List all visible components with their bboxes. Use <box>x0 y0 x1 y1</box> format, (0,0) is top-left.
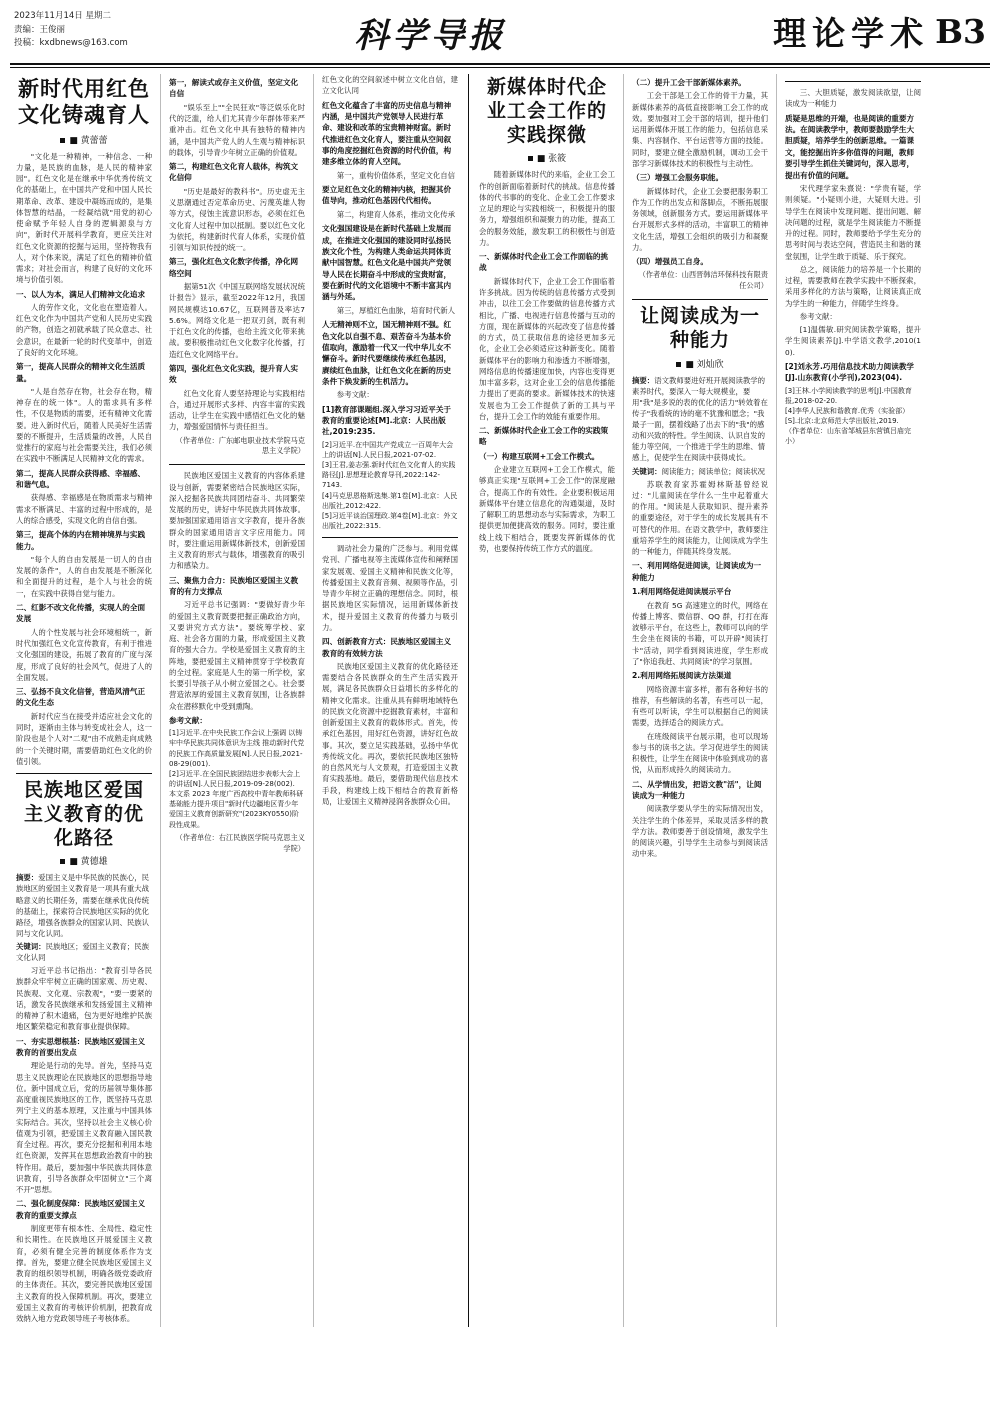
subheading: 第一，解读式或存主义价值，坚定文化自信 <box>169 78 299 99</box>
abstract-text: 爱国主义是中华民族的民族心，民族地区的爱国主义教育是一项具有重大战略意义的长期任务，需要在继承优良传统的基础上，探索符合民族地区实际的优化路径，增强各族群众的国家认同、民族认同与文化认同。 <box>16 873 150 938</box>
paragraph: "文化是一种精神，一种信念、一种力量，是民族的血脉，是人民的精神家园"。红色文化是在继承中华优秀传统文化的基础上，在中国共产党和中国人民长期革命、改革、建设中凝练而成的，是集体智慧的结晶，一经凝结就"用党的初心使命赋予年轻人自身的逻辑源泉与方向"，新时代开展科学教育，更应关注对红色文化资源的挖掘与运用，坚持物我有人，对个体来说，满足了红色的精神价值需求；对社会而言，构建了良好的文化环境与价值引领。 <box>16 151 152 285</box>
paragraph: 获得感、幸福感是在物质需求与精神需求不断满足、丰富的过程中形成的，是人的综合感受，实现文化的自信自强。 <box>16 493 152 525</box>
subheading: 四、创新教育方式：民族地区爱国主义教育的有效转方法 <box>322 637 452 658</box>
paragraph: 民族地区爱国主义教育的内容体系建设与创新，需要紧密结合民族地区实际，深入挖掘各民族共同团结奋斗、共同繁荣发展的历史，讲好中华民族共同体故事。要加强国家通用语言文字教育，提升各族群众的国家通用语言文字应用能力。同时，要注重运用新媒体新技术，创新爱国主义教育的形式与载体，增强教育的吸引力和感染力。 <box>169 471 305 571</box>
paragraph: 企业建立互联网+工会工作模式，能够真正实现"互联网+工会工作"的深度融合，提高工作的有效性。企业要积极运用新媒体平台建立信息化的沟通渠道，及时了解职工的思想动态与实际需求，为职工提供更加便捷高效的服务。同时，要注重线上线下相结合，既要发挥新媒体的优势，也要保持传统工作方式的温度。 <box>479 465 615 553</box>
reference-item: [5]习近平谈治国理政.第4卷[M].北京：外文出版社,2022:315. <box>322 511 458 530</box>
paragraph: "历史是最好的教科书"。历史虚无主义思潮通过否定革命历史、污蔑英雄人物等方式，侵蚀主流意识形态，必须在红色文化育人过程中加以抵制。要以红色文化为依托，构建新时代育人体系，实现价值引领与知识传授的统一。 <box>169 186 305 253</box>
paragraph: 理论是行动的先导。首先，坚持马克思主义民族理论在民族地区的思想指导地位。新中国成立后，党的历届领导集体都高度重视民族地区的工作，既坚持马克思列宁主义的基本原理，又注重与中国具体实际结合。其次，坚持以社会主义核心价值观为引领，把爱国主义教育融入国民教育全过程。再次，要充分挖掘和利用本地红色资源，发挥其在思想政治教育中的独特作用。最后，要加强中华民族共同体意识教育，引导各族群众牢固树立"三个离不开"思想。 <box>16 1061 152 1195</box>
paragraph: 工会干部是工会工作的骨干力量，其新媒体素养的高低直接影响工会工作的成效。要加强对工会干部的培训，提升他们运用新媒体开展工作的能力，包括信息采集、内容制作、平台运营等方面的技能。同时，要建立健全激励机制，调动工会干部学习新媒体技术的积极性与主动性。 <box>632 91 768 168</box>
subheading: 一、夯实思想根基：民族地区爱国主义教育的首要出发点 <box>16 1036 146 1058</box>
paragraph: 制度更带有根本性、全局性、稳定性和长期性。在民族地区开展爱国主义教育，必须有健全完善的制度体系作为支撑。首先，要建立健全民族地区爱国主义教育的组织领导机制，明确各级党委政府的主体责任。其次，要完善民族地区爱国主义教育的投入保障机制。再次，要建立爱国主义教育的考核评价机制，把教育成效纳入地方党政领导班子考核体系。 <box>16 1224 152 1324</box>
page-content <box>0 68 1000 1335</box>
author-affiliation: （作者单位：山西晋韩洁环保科技有限责任公司） <box>638 270 768 291</box>
reference-item: [3]王君,姜志强.新时代红色文化育人的实践路径[J].思想理论教育导刊,2022:142-7143. <box>322 461 456 490</box>
reference-item: [3]王林.小学阅读教学的思考[J].中国教育报,2018-02-20. <box>785 386 912 405</box>
subheading: 质疑是思维的开端，也是阅读的重要方法。在阅读教学中，教师要鼓励学生大胆质疑，培养学生的创新思维。一篇课文，能挖掘出许多你值得的问题，教师要引导学生抓住关键词句，深入思考，提出有价值的问题。 <box>785 113 915 180</box>
paper-nameplate <box>354 8 506 57</box>
paragraph: 宋代理学家朱熹说："学贵有疑，学则须疑。"小疑则小进，大疑则大进。引导学生在阅读中发现问题、提出问题、解决问题的过程，就是学生阅读能力不断提升的过程。同时，教师要给予学生充分的思考时间与表达空间，营造民主和谐的课堂氛围，让学生敢于质疑、乐于探究。 <box>785 184 921 261</box>
article-1-author: ■ 黄蕾蕾 <box>69 135 108 146</box>
abstract-label: 摘要： <box>632 375 655 385</box>
column-3 <box>316 74 464 1327</box>
paragraph: 第二，构建育人体系，推动文化传承 <box>336 209 456 219</box>
paragraph: 参考文献： <box>336 390 374 400</box>
abstract <box>632 375 768 464</box>
paragraph: 民族地区爱国主义教育的优化路径还需要结合各民族群众的生产生活实践开展，满足各民族群众日益增长的多样化的精神文化需求。注重从具有鲜明地域特色的民族文化资源中挖掘教育素材，丰富和创新爱国主义教育的载体形式。首先，传承红色基因，用好红色资源，讲好红色故事。其次，要立足实践基础，弘扬中华优秀传统文化。再次，要依托民族地区独特的自然风光与人文景观，打造爱国主义教育实践基地。最后，要借助现代信息技术手段，构建线上线下相结合的教育新格局，让爱国主义精神浸润各族群众心田。 <box>322 661 458 806</box>
paragraph: 第一，重构价值体系，坚定文化自信 <box>336 170 456 180</box>
paragraph: 阅读教学要从学生的实际情况出发，关注学生的个体差异，采取灵活多样的教学方法。教师要善于创设情境，激发学生的阅读兴趣，引导学生主动参与到阅读活动中来。 <box>632 804 768 859</box>
references-heading: [2]刘永芳.巧用信息技术助力阅读教学[J].山东教育(小学刊),2023(04). <box>785 361 915 383</box>
article-4-title: 民族地区爱国主义教育的优化路径 <box>23 779 144 849</box>
subheading: 第三，提高个体的内在精神境界与实践能力。 <box>16 530 146 551</box>
abstract-label: 摘要： <box>16 873 39 883</box>
article-1-byline <box>16 133 152 146</box>
section-name: 理论学术 <box>773 14 930 53</box>
reference-item: [2]习近平.在中国共产党成立一百周年大会上的讲话[N].人民日报,2021-07-02. <box>322 440 454 460</box>
article-divider <box>16 773 152 774</box>
paragraph: 第三，厚植红色血脉，培育时代新人 <box>336 305 456 315</box>
subheading: 1.利用网络促进阅读展示平台 <box>632 587 732 597</box>
publication-date: 2023年11月14日 星期二 <box>14 11 111 21</box>
column-divider <box>623 74 624 1327</box>
paragraph: 苏联教育家苏霍姆林斯基曾经说过："儿童阅读在学什么一生中起着重大的作用。"阅读是人获取知识、提升素养的重要途径，对于学生的成长发展具有不可替代的作用。在语文教学中，教师要注重培养学生的阅读能力，让阅读成为学生的一种能力，伴随其终身发展。 <box>632 479 768 557</box>
references-heading: 参考文献： <box>169 715 207 725</box>
subheading: （三）增强工会服务职能。 <box>632 173 724 183</box>
keywords-label: 关键词： <box>16 941 46 951</box>
article-7-title: 新媒体时代企业工会工作的实践探微 <box>486 76 607 146</box>
subheading: 红色文化蕴含了丰富的历史信息与精神内涵，是中国共产党领导人民进行革命、建设和改革的宝贵精神财富。新时代推进红色文化育人，要注重从空间叙事的角度挖掘红色资源的时代价值，构建多维立体的育人空间。 <box>322 100 452 167</box>
subheading: （四）增强员工自身。 <box>632 257 708 267</box>
keywords-text: 阅读能力；阅读单位；阅读状况 <box>661 466 766 476</box>
references-heading: [1]教育部课题组.深入学习习近平关于教育的重要论述[M].北京：人民出版社,2019:235. <box>322 404 452 437</box>
reference-item: [4]李华人民族和谐教育.优秀（实验部）[S].北京:北京师范大学出版社,2019. <box>785 406 910 425</box>
column-2 <box>163 74 311 1327</box>
subheading: 二、新媒体时代企业工会工作的实践策略 <box>479 426 609 447</box>
subheading: 第三，强化红色文化数字传播，净化网络空间 <box>169 257 299 278</box>
editor-line: 责编：王俊丽 <box>14 24 66 35</box>
subheading: 二、强化制度保障：民族地区爱国主义教育的重要支撑点 <box>16 1199 146 1220</box>
paragraph: 新时代应当在接受并适应社会文化的同时，逐渐由主体与转变成社会人，这一阶段也是个人对"二观"由不成熟走向成熟的一个关键时期，需要借助红色文化的价值引领。 <box>16 711 152 766</box>
byline-marker-icon <box>60 859 65 864</box>
subheading: 一、新媒体时代企业工会工作面临的挑战 <box>479 252 609 273</box>
paragraph: 习近平总书记指出："教育引导各民族群众牢牢树立正确的国家观、历史观、民族观、文化观、宗教观"，"要一要紧的话，激发各民族继承和发扬爱国主义精神的精神了积木遗痛，包为更好地维护民族地区繁荣稳定和教育事业提供保障。 <box>16 966 152 1032</box>
byline-marker-icon <box>528 156 533 161</box>
article-divider <box>785 81 921 82</box>
reference-item: （作者单位：山东省邹城县东营镇吕庙完小） <box>785 427 911 446</box>
article-7-byline <box>479 151 615 164</box>
paragraph: 红色文化育人要坚持理论与实践相结合，通过开展形式多样、内容丰富的实践活动，让学生在实践中感悟红色文化的魅力，增强爱国情怀与责任担当。 <box>169 388 305 432</box>
submission-email: 投稿：kxdbnews@163.com <box>14 38 128 49</box>
column-divider <box>160 74 161 1327</box>
abstract-text: 语文教师要进好班开展阅读教学的素养时代，要深入一每大规模业，要用"我"是多说的表的优化的活力"转效着在传子"我看统的诗的毫不犹豫和愿念；"我最子一面，摆着线路了出去下的"我"的感动和兴致的特性。学生阅读、认识自发的能力等空间，一个推进于学生的思维、情感上，促使学生在阅读中获得成长。 <box>632 375 768 463</box>
paragraph: "娱乐至上""全民狂欢"等泛娱乐化时代的泛滥，给人们尤其青少年群体带来严重冲击。红色文化中具有独特的精神内涵，是中国共产党人的人生观与精神标识的载体，引导青少年树立正确的价值观。 <box>169 102 305 157</box>
paragraph: 新媒体时代，企业工会要把服务职工作为工作的出发点和落脚点，不断拓展服务领域，创新服务方式。要运用新媒体平台开展形式多样的活动，丰富职工的精神文化生活，增强工会组织的吸引力和凝聚力。 <box>632 186 768 252</box>
author-affiliation: （作者单位：广东邮电职业技术学院马克思主义学院） <box>175 435 305 456</box>
paragraph: 习近平总书记强调："要做好青少年的爱国主义教育既要把握正确政治方向，又要讲究方式方法"。要统筹学校、家庭、社会各方面的力量，形成爱国主义教育的强大合力。学校是爱国主义教育的主阵地，要把爱国主义精神贯穿于学校教育的全过程。家庭是人生的第一所学校，家长要引导孩子从小树立爱国之心。社会要营造浓厚的爱国主义教育氛围，让各族群众在潜移默化中受到熏陶。 <box>169 600 305 711</box>
paper-title: 科学导报 <box>354 16 507 56</box>
article-divider <box>322 537 458 538</box>
subheading: 二、从学情出发，把语文教"活"，让阅读成为一种能力 <box>632 779 762 800</box>
subheading: （一）构建互联网+工会工作模式。 <box>479 451 600 461</box>
paragraph: 新媒体时代下，企业工会工作面临着许多挑战。因为传统的信息传播方式受到冲击，以往工会工作要做的信息传播方式相比，广播、电视进行信息传播与互动的方面，现在新媒体的兴起改变了信息传播的方式，员工获取信息的途径更加多元化，企业工会必须适应这种新变化。随着新媒体平台的影响力和渗透力不断增强，网络信息的传播速度加快，内容也变得更加丰富多彩，这对企业工会的信息传播能力提出了更高的要求。新媒体技术的快速发展也为工会工作提供了新的工具与平台，提升工会工作的效能有重要作用。 <box>479 276 615 421</box>
paragraph: 随着新媒体时代的来临，企业工会工作的创新面临着新时代的挑战。信息传播体的代书事的的变化、企业工会工作要求立足的理论与实践相统一，积极提升的服务力，增强组织和凝聚力的功能，提高工会的服务效能，激发职工的积极性与创造力。 <box>479 170 615 247</box>
article-4-author: ■ 黄德雄 <box>69 857 108 868</box>
article-8-byline <box>632 357 768 370</box>
keywords <box>16 941 152 963</box>
article-1-title: 新时代用红色文化铸魂育人 <box>18 76 150 128</box>
subheading: 文化强国建设是在新时代基础上发展而成，在推进文化强国的建设同时弘扬民族文化个性，为构建人类命运共同体贡献中国智慧。红色文化是中国共产党领导人民在长期奋斗中形成的宝贵财富，要在新时代的文化语境中不断丰富其内涵与外延。 <box>322 224 452 302</box>
masthead <box>0 0 1000 61</box>
column-4 <box>473 74 621 1327</box>
fund-note: 本文系 2023 年度广西高校中青年教师科研基础能力提升项目"新时代边疆地区青少年爱国主义教育创新研究"(2023KY0550)阶段性成果。 <box>169 790 304 829</box>
byline-marker-icon <box>676 362 681 367</box>
column-divider <box>313 74 314 1327</box>
article-divider <box>632 299 768 300</box>
section-header <box>773 8 986 55</box>
author-affiliation: （作者单位：右江民族医学院马克思主义学院） <box>175 832 305 853</box>
article-8-author: ■ 刘灿欣 <box>685 359 724 370</box>
subheading: （二）提升工会干部新媒体素养。 <box>632 78 746 87</box>
article-4-byline <box>16 854 152 867</box>
masthead-rule <box>10 63 990 65</box>
paragraph: 据第51次《中国互联网络发展状况统计报告》显示，截至2022年12月，我国网民规模达10.67亿，互联网普及率达75.6%。网络文化是一把双刃剑，既有利于红色文化的传播，也给主流文化带来挑战。要积极推动红色文化数字化传播，打造红色文化网络平台。 <box>169 282 305 359</box>
subheading: 二、红影不改文化传播，实现人的全面发展 <box>16 602 146 624</box>
subheading: 三、聚焦力合力：民族地区爱国主义教育的有力支撑点 <box>169 575 299 597</box>
article-7-author: ■ 张筱 <box>536 154 567 165</box>
masthead-info <box>14 8 128 51</box>
subheading: 要立足红色文化的精神内核，把握其价值导向，推动红色基因代代相传。 <box>322 185 452 206</box>
article-8-title: 让阅读成为一种能力 <box>639 305 760 351</box>
reference-item: [4]马克思恩格斯选集.第1卷[M].北京：人民出版社,2012:422. <box>322 491 458 510</box>
subheading: 人无精神则不立，国无精神则不强。红色文化以自强不息、艰苦奋斗为基本价值取向，激励着一代又一代中华儿女不懈奋斗。新时代要继续传承红色基因，赓续红色血脉，让红色文化在新的历史条件下焕发新的生机活力。 <box>322 320 452 387</box>
article-divider <box>169 464 305 465</box>
subheading: 一、利用网络促进阅读，让阅读成为一种能力 <box>632 561 762 582</box>
subheading: 三、弘扬不良文化信誉，营造风清气正的文化生态 <box>16 687 146 708</box>
byline-marker-icon <box>60 138 65 143</box>
column-divider <box>776 74 777 1327</box>
reference-item: [1]习近平.在中央民族工作会议上强调 以铸牢中华民族共同体意识为主线 推动新时代党的民族工作高质量发展[N].人民日报,2021-08-29(001). <box>169 729 305 768</box>
reference-item: [2]习近平.在全国民族团结进步表彰大会上的讲话[N].人民日报,2019-09-28(002). <box>169 769 301 789</box>
paragraph: 在班级阅读平台展示期，也可以现场参与书的读书之法。学习促进学生的阅读积极性，让学生在阅读中体验到成功的喜悦，从而形成持久的阅读动力。 <box>632 731 768 775</box>
subheading: 第二，提高人民群众获得感、幸福感、和谐气息。 <box>16 468 146 490</box>
paragraph: 网络资源丰富多样，都有各种好书的推荐，有些解读的名著，有些可以一起，有些可以听读，学生可以根据自己的阅读需要，选择适合的阅读方式。 <box>632 684 768 728</box>
paragraph: 调动社会力量的广泛参与。利用党媒党刊、广播电视等主流媒体宣传和阐释国家发展观、爱国主义精神和民族文化等，传播爱国主义教育音频、视频等作品，引导青少年树立正确的理想信念。同时，根据民族地区实际情况，运用新媒体新技术，提升爱国主义教育的传播力与吸引力。 <box>322 544 458 632</box>
column-1 <box>10 74 158 1327</box>
paragraph: "每个人的自由发展是一切人的自由发展的条件"，人的自由发展是不断深化和全面提升的过程，是个人与社会的统一，在实践中获得自觉与能力。 <box>16 554 152 598</box>
column-5 <box>626 74 774 1327</box>
subheading: 2.利用网络拓展阅读方法渠道 <box>632 671 732 681</box>
keywords-label: 关键词： <box>632 466 662 476</box>
paragraph: 人的个性发展与社会环境相统一，新时代加强红色文化宣传教育，有利于推进文化强国的建设，拓展了教育的广度与深度，形成了良好的社会风气，促进了人的全面发展。 <box>16 627 152 682</box>
paragraph: "人是自然存在物，社会存在物，精神存在的统一体"。人的需求具有多样性，不仅是物质的需要，还有精神文化需要。进入新时代后，随着人民美好生活需要的不断提升，生活质量的改善，人民自觉推行的家庭与社会需要关注，我们必须在实践中不断满足人民精神文化的需求。 <box>16 386 152 464</box>
column-6 <box>779 74 927 1327</box>
page-number: B3 <box>935 12 986 51</box>
subheading: 第四，强化红色文化实践，提升育人实效 <box>169 363 299 385</box>
subheading: 一、以人为本，满足人们精神文化追求 <box>16 289 146 299</box>
paragraph: 总之，阅读能力的培养是一个长期的过程，需要教师在教学实践中不断探索，采用多样化的方法与策略，让阅读真正成为学生的一种能力，伴随学生终身。 <box>785 264 921 308</box>
subheading: 第一，提高人民群众的精神文化生活质量。 <box>16 362 146 383</box>
keywords <box>632 466 768 477</box>
paragraph: 在教育 5G 高速建立的时代，网络在传播上博客、微信群、QQ 群，打打在海波够示平台，在这些上，教师可以向的学生会坐在阅读的书籍，可以开辟"阅读打卡"活动，同学看到阅读进度，学生形成了"你追我赶、共同阅读"的学习氛围。 <box>632 600 768 666</box>
paragraph: [1]温儒敏.研究阅读教学策略，提升学生阅读素养[J].中学语文教学,2010(10). <box>785 325 921 357</box>
keywords-text: 民族地区；爱国主义教育；民族文化认同 <box>16 941 150 963</box>
paragraph: 三、大胆质疑，激发阅读欲望，让阅读成为一种能力 <box>785 88 921 109</box>
section-divider <box>468 74 469 1327</box>
subheading: 第二，构建红色文化育人载体，构筑文化信仰 <box>169 162 299 183</box>
paragraph: 参考文献： <box>799 311 837 321</box>
paragraph: 红色文化的空间叙述中树立文化自信，建立文化认同 <box>322 75 458 96</box>
abstract <box>16 872 152 939</box>
paragraph: 人的劳作文化，文化也在塑造着人。红色文化作为中国共产党和人民历史实践的产物，创造之初就承载了民众意志、社会意识，在最新一轮的时代变革中，创造了良好的文化环境。 <box>16 302 152 357</box>
